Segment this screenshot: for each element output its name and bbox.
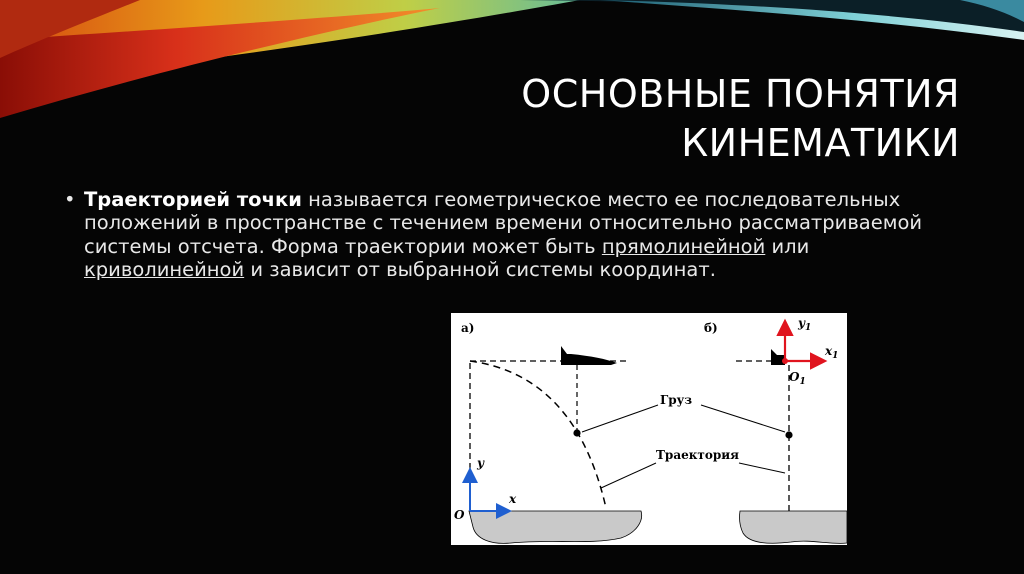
- bullet-text-b: или: [765, 234, 810, 258]
- slide-title: [470, 70, 960, 168]
- cargo-leader-b: [701, 405, 785, 432]
- bullet-term: Траекторией точки: [84, 188, 302, 211]
- origin-o1-point: [782, 358, 788, 364]
- cargo-label: Груз: [660, 393, 693, 407]
- axis-y-label: y: [477, 456, 484, 470]
- panel-b-label: б): [704, 321, 718, 335]
- bullet-text-c: и зависит от выбранной системы координат.: [244, 257, 716, 281]
- origin-o1-label: $O_1$: [789, 370, 806, 387]
- title-line-1: ОСНОВНЫЕ ПОНЯТИЯ: [521, 72, 960, 116]
- airplane-a-icon: [561, 346, 617, 365]
- trajectory-leader-b: [739, 463, 785, 473]
- axis-y1-label: $y_1$: [798, 316, 812, 333]
- cargo-point-a: [573, 429, 580, 436]
- bullet-text-a: называется геометрическое место ее последовательных положений в пространстве с течением времени относительно рассматриваемой системы отсчета. Форма траектории может быть: [84, 188, 923, 258]
- curved-trajectory: [470, 361, 606, 508]
- link-curvilinear[interactable]: криволинейной: [84, 257, 245, 281]
- trajectory-label: Траектория: [656, 448, 739, 462]
- axis-x1-label: $x_1$: [825, 344, 839, 361]
- bullet-dot-icon: •: [64, 188, 76, 211]
- cargo-leader-a: [582, 405, 658, 432]
- ground-a: [469, 511, 642, 543]
- link-rectilinear[interactable]: прямолинейной: [601, 234, 766, 258]
- panel-a-label: а): [461, 321, 475, 335]
- title-line-2: КИНЕМАТИКИ: [681, 121, 960, 165]
- axis-x-label: x: [509, 492, 517, 506]
- ground-b: [739, 511, 847, 543]
- bullet-paragraph: [84, 188, 964, 281]
- trajectory-diagram: [451, 313, 847, 545]
- trajectory-figure: [451, 313, 847, 545]
- trajectory-leader-a: [601, 463, 656, 488]
- origin-label: O: [454, 508, 465, 522]
- cargo-point-b: [785, 431, 792, 438]
